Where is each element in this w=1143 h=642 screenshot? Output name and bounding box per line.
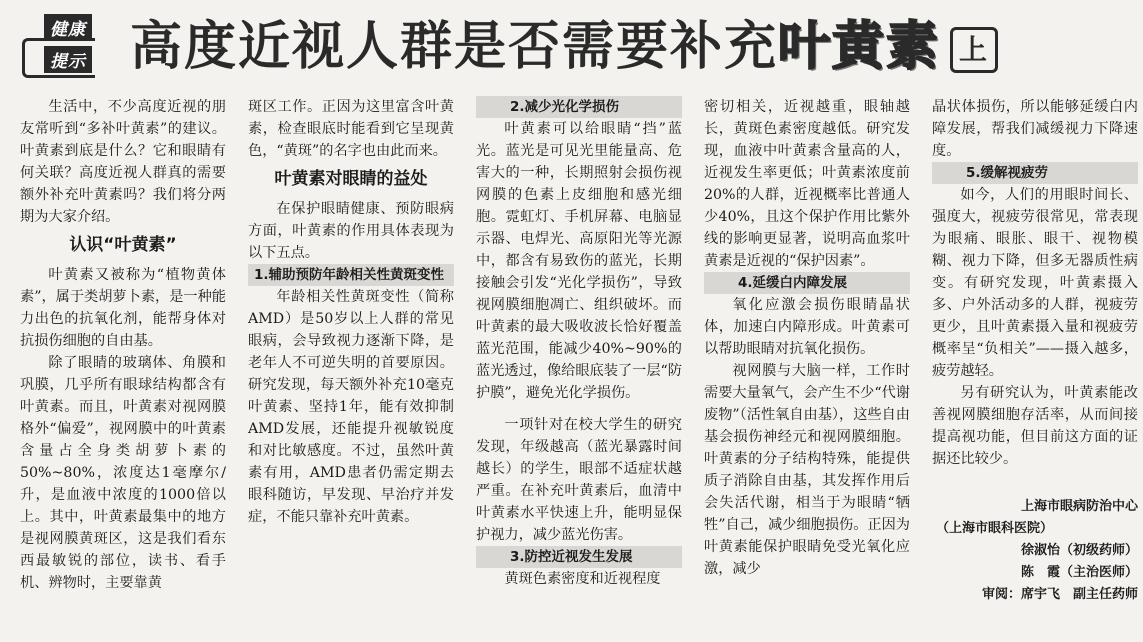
subsection-heading: 3.防控近视发生发展 [476, 546, 682, 568]
paragraph: 在保护眼睛健康、预防眼病方面，叶黄素的作用具体表现为以下五点。 [248, 201, 454, 261]
paragraph: 氧化应激会损伤眼睛晶状体，加速白内障形成。叶黄素可以帮助眼睛对抗氧化损伤。 [704, 297, 910, 357]
paragraph: 叶黄素又被称为“植物黄体素”，属于类胡萝卜素，是一种能力出色的抗氧化剂，能帮身体对抗损伤细胞的自由基。 [20, 267, 226, 349]
sig-org: 上海市眼病防治中心 [1020, 499, 1138, 514]
title-part: 上 [950, 27, 998, 73]
paragraph: 密切相关，近视越重，眼轴越长，黄斑色素密度越低。研究发现，血液中叶黄素含量高的人，近视发生率更低；叶黄素浓度前20%的人群，近视概率比普通人少40%，且这个保护作用比紫外线的影响更显著，说明高血浆叶黄素是近视的“保护因素”。 [704, 99, 910, 269]
author-signature [932, 496, 1138, 606]
tag-bottom: 提示 [44, 46, 92, 73]
paragraph: 一项针对在校大学生的研究发现，年级越高（蓝光暴露时间越长）的学生，眼部不适症状越严重。在补充叶黄素后，血清中叶黄素水平快速上升，能明显保护视力，减少蓝光伤害。 [476, 417, 682, 543]
column-4 [704, 96, 910, 580]
section-heading: 认识“叶黄素” [69, 235, 177, 255]
section-heading: 叶黄素对眼睛的益处 [274, 169, 428, 189]
paragraph: 生活中，不少高度近视的朋友常听到“多补叶黄素”的建议。叶黄素到底是什么？它和眼睛有何关联？高度近视人群真的需要额外补充叶黄素吗？我们将分两期为大家介绍。 [20, 99, 226, 225]
paragraph: 斑区工作。正因为这里富含叶黄素，检查眼底时能看到它呈现黄色，“黄斑”的名字也由此而来。 [248, 99, 454, 159]
column-3 [476, 96, 682, 590]
subsection-heading: 2.减少光化学损伤 [476, 96, 682, 118]
paragraph: 黄斑色素密度和近视程度 [504, 571, 661, 587]
paragraph: 视网膜与大脑一样，工作时需要大量氧气，会产生不少“代谢废物”（活性氧自由基），这些自由基会损伤神经元和视网膜细胞。叶黄素的分子结构特殊，能提供质子消除自由基，其发挥作用后会失活代谢，相当于为眼睛“牺牲”自己，减少细胞损伤。正因为叶黄素能保护眼睛免受光氧化应激，减少 [704, 363, 910, 577]
column-5 [932, 96, 1138, 606]
paragraph: 另有研究认为，叶黄素能改善视网膜细胞存活率，从而间接提高视功能，但目前这方面的证据还比较少。 [932, 385, 1138, 467]
paragraph: 除了眼睛的玻璃体、角膜和巩膜，几乎所有眼球结构都含有叶黄素。而且，叶黄素对视网膜格外“偏爱”，视网膜中的叶黄素含量占全身类胡萝卜素的50%~80%，浓度达1毫摩尔/升，是血液中浓度的1000倍以上。其中，叶黄素最集中的地方是视网膜黄斑区，这是我们看东西最敏锐的部位，读书、看手机、辨物时，主要靠黄 [20, 355, 226, 591]
tag-top: 健康 [44, 14, 92, 41]
title-emphasis: 叶黄素 [778, 17, 941, 77]
sig-author: 陈 霞（主治医师） [1020, 565, 1138, 580]
sig-author: 徐淑怡（初级药师） [1020, 543, 1138, 558]
subsection-heading: 5.缓解视疲劳 [932, 162, 1138, 184]
sig-reviewer: 审阅：席宇飞 副主任药师 [981, 587, 1138, 602]
column-tag [22, 14, 100, 74]
paragraph: 晶状体损伤，所以能够延缓白内障发展，帮我们减缓视力下降速度。 [932, 99, 1138, 159]
column-2 [248, 96, 454, 528]
article-title [130, 12, 998, 82]
subsection-heading: 1.辅助预防年龄相关性黄斑变性 [248, 264, 454, 286]
paragraph: 年龄相关性黄斑变性（简称AMD）是50岁以上人群的常见眼病，会导致视力逐渐下降，是老年人不可逆失明的首要原因。研究发现，每天额外补充10毫克叶黄素、坚持1年，能有效抑制AMD发展，还能提升视敏锐度和对比敏感度。不过，虽然叶黄素有用，AMD患者仍需定期去眼科随访，早发现、早治疗并发症，不能只靠补充叶黄素。 [248, 289, 454, 525]
paragraph: 叶黄素可以给眼睛“挡”蓝光。蓝光是可见光里能量高、危害大的一种，长期照射会损伤视网膜的色素上皮细胞和感光细胞。霓虹灯、手机屏幕、电脑显示器、电焊光、高原阳光等光源中，都含有易致伤的蓝光，长期接触会引发“光化学损伤”，导致视网膜细胞凋亡、组织破坏。而叶黄素的最大吸收波长恰好覆盖蓝光范围，能减少40%~90%的蓝光透过，像给眼底装了一层“防护膜”，避免光化学损伤。 [476, 121, 682, 401]
column-1 [20, 96, 226, 594]
subsection-heading: 4.延缓白内障发展 [704, 272, 910, 294]
sig-org-alt: （上海市眼科医院） [936, 521, 1054, 536]
paragraph: 如今，人们的用眼时间长、强度大，视疲劳很常见，常表现为眼痛、眼胀、眼干、视物模糊、视力下降，但多无器质性病变。有研究发现，叶黄素摄入多、户外活动多的人群，视疲劳更少，且叶黄素摄入量和视疲劳概率呈“负相关”——摄入越多，疲劳越轻。 [932, 187, 1138, 379]
article-header [0, 0, 1143, 90]
title-main: 高度近视人群是否需要补充 [130, 17, 779, 77]
